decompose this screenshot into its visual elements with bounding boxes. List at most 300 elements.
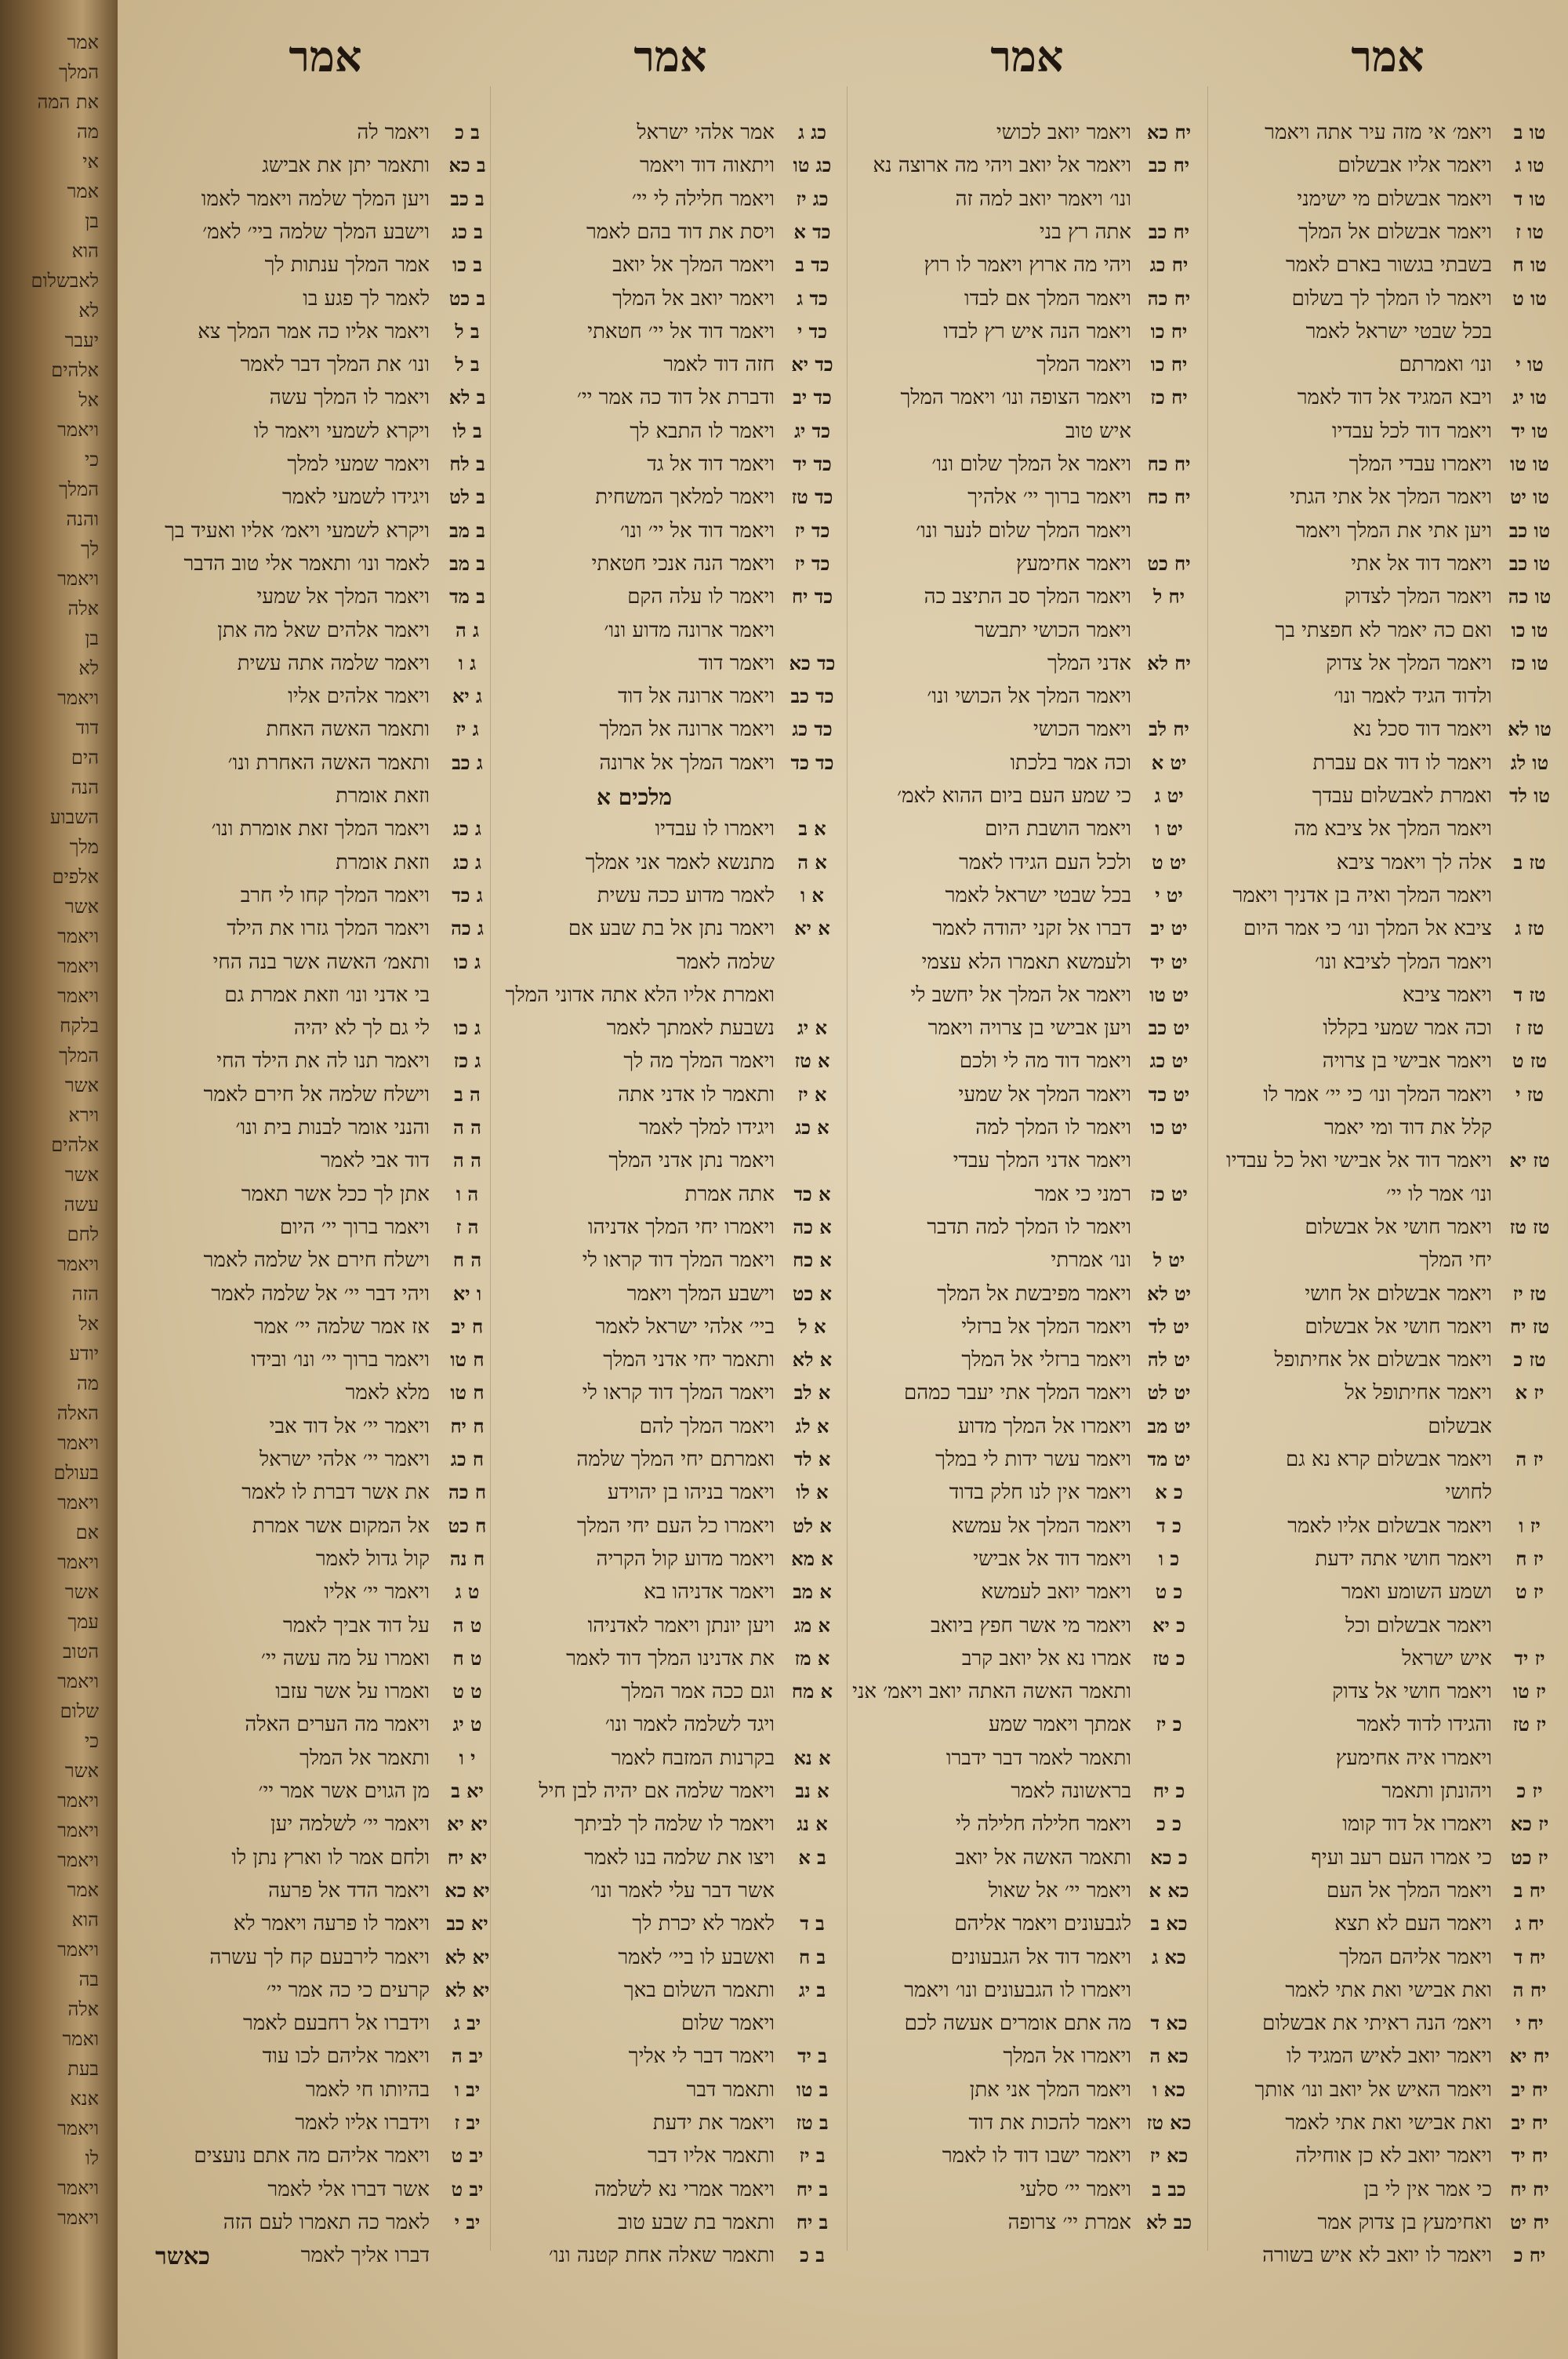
concordance-entry — [149, 284, 502, 316]
verse-reference: כא א — [1149, 1878, 1189, 1902]
entry-text: ויאמר לו יואב לא איש בשורה — [1262, 2244, 1492, 2268]
entry-text: בשבתי בגשור בארם לאמר — [1286, 253, 1492, 278]
entry-text: ויאמר לירבעם קח לך עשרה — [209, 1945, 430, 1969]
concordance-entry — [494, 1279, 847, 1311]
concordance-entry — [851, 1245, 1203, 1278]
entry-text: והגידו לדוד לאמר — [1356, 1713, 1492, 1737]
concordance-entry — [149, 2208, 502, 2240]
gutter-text-fragment: כי — [84, 1730, 99, 1752]
concordance-entry — [494, 549, 847, 581]
verse-reference: יא לא — [445, 1978, 490, 2001]
concordance-entry — [1211, 1245, 1564, 1278]
concordance-entry — [851, 350, 1203, 382]
concordance-entry — [1211, 582, 1564, 614]
entry-text: ואת אבישי ואת אתי לאמר — [1285, 2111, 1492, 2135]
concordance-entry — [851, 2208, 1203, 2240]
concordance-entry — [494, 1445, 847, 1477]
verse-reference: יח כג — [1149, 253, 1189, 277]
concordance-entry — [851, 1212, 1203, 1245]
verse-reference: א יא — [794, 917, 830, 940]
verse-reference: יח לב — [1149, 718, 1189, 741]
entry-text: בהיותו חי לאמר — [305, 2077, 430, 2102]
concordance-entry — [149, 748, 502, 780]
concordance-entry — [494, 1312, 847, 1344]
entry-text: וכה אמר בלכתו — [1010, 751, 1131, 775]
verse-reference: כד יח — [791, 585, 833, 609]
gutter-text-fragment: ויאמר — [57, 2117, 99, 2139]
concordance-entry — [149, 1544, 502, 1576]
verse-reference: ב כ — [455, 121, 480, 144]
verse-reference: ט ט — [452, 1680, 482, 1703]
gutter-text-fragment: לא — [78, 300, 99, 322]
entry-text: דברו אליך לאמר — [300, 2244, 430, 2268]
gutter-text-fragment: ויאמר — [57, 1551, 99, 1573]
entry-text: ויאמרו עבדי המלך — [1348, 453, 1492, 476]
verse-reference: א נא — [793, 1746, 831, 1769]
concordance-entry — [494, 1743, 847, 1776]
verse-reference: יט כד — [1148, 1082, 1190, 1106]
concordance-entry — [494, 1378, 847, 1410]
entry-text: ויאמר אדניהו בא — [644, 1580, 775, 1605]
verse-reference: א לט — [793, 1514, 832, 1537]
entry-text: ויאמרו אל המלך מדוע — [957, 1414, 1131, 1438]
entry-text: ותאמר האשה האתה יואב ויאמ׳ אני — [852, 1680, 1131, 1704]
concordance-entry — [851, 383, 1203, 415]
concordance-entry — [494, 1710, 847, 1742]
gutter-text-fragment: אלה — [67, 1998, 99, 2020]
gutter-text-fragment: בעולם — [53, 1462, 99, 1484]
gutter-text-fragment: אלה — [67, 598, 99, 620]
concordance-entry — [1211, 1776, 1564, 1808]
concordance-entry — [1211, 1544, 1564, 1576]
entry-text: ונו׳ אמר לו יי׳ — [1386, 1182, 1492, 1206]
verse-reference: ב טו — [796, 2077, 829, 2101]
concordance-entry — [149, 2041, 502, 2074]
verse-reference: יב ה — [451, 2045, 484, 2068]
concordance-entry — [851, 714, 1203, 747]
verse-reference: ב מב — [449, 551, 485, 575]
verse-reference: א נב — [795, 1779, 829, 1802]
verse-reference: כד טז — [791, 485, 833, 509]
verse-reference: טו יט — [1510, 485, 1549, 509]
verse-reference: יט כז — [1150, 1182, 1188, 1205]
concordance-entry — [149, 2141, 502, 2173]
gutter-text-fragment: הים — [71, 747, 99, 769]
entry-text: ויאמר אבישי בן צרויה — [1322, 1049, 1492, 1074]
gutter-text-fragment: הוא — [71, 240, 99, 262]
verse-reference: כד יב — [793, 386, 832, 409]
entry-text: ויאמר המלך ונו׳ כי יי׳ אמר לו — [1263, 1082, 1492, 1107]
entry-text: ויאמר אל יואב ויהי מה ארוצה נא — [873, 154, 1131, 178]
entry-text: אמר המלך ענתות לך — [264, 253, 430, 278]
verse-reference: טז יא — [1509, 1149, 1550, 1172]
gutter-text-fragment: אנא — [70, 2088, 99, 2110]
entry-text: לאמר כה תאמרו לעם הזה — [223, 2210, 430, 2234]
entry-text: ויהי מה ארוץ ויאמר לו רוץ — [924, 253, 1131, 278]
entry-text: ויאמר דוד אל הגבעונים — [950, 1945, 1131, 1969]
gutter-text-fragment: ויאמר — [57, 568, 99, 590]
verse-reference: יז כא — [1510, 1812, 1549, 1836]
gutter-text-fragment: הוא — [71, 1909, 99, 1931]
verse-reference: טו ח — [1512, 253, 1547, 277]
gutter-text-fragment: הטוב — [62, 1641, 99, 1663]
concordance-entry — [851, 1611, 1203, 1643]
concordance-entry — [1211, 118, 1564, 150]
verse-reference: יט יד — [1150, 950, 1188, 973]
verse-reference: יא כב — [446, 1912, 488, 1936]
verse-reference: ג כו — [453, 1016, 481, 1040]
verse-reference: א ב — [798, 817, 826, 841]
concordance-entry — [851, 781, 1203, 813]
concordance-entry — [851, 616, 1203, 648]
verse-reference: טו לא — [1508, 718, 1552, 741]
verse-reference: ב כו — [452, 253, 482, 277]
entry-text: ויאמרו אל דוד קומו — [1342, 1812, 1492, 1837]
concordance-entry — [1211, 151, 1564, 183]
entry-text: ויאמר אין לנו חלק בדוד — [949, 1481, 1131, 1505]
concordance-entry — [149, 1445, 502, 1477]
verse-reference: יז א — [1515, 1381, 1544, 1405]
concordance-entry — [851, 1378, 1203, 1410]
concordance-entry — [494, 1544, 847, 1576]
concordance-entry — [149, 1113, 502, 1145]
verse-reference: יח כז — [1150, 386, 1188, 409]
verse-reference: יט כב — [1148, 1016, 1190, 1040]
concordance-entry — [1211, 317, 1564, 349]
gutter-text-fragment: בן — [85, 627, 99, 649]
verse-reference: א מא — [791, 1547, 833, 1570]
entry-text: ויאמרו לו הגבעונים ונו׳ ויאמר — [904, 1978, 1131, 2002]
entry-text: לגבעונים ויאמר אליהם — [954, 1912, 1131, 1936]
entry-text: ויאמר את ידעת — [652, 2111, 775, 2135]
concordance-entry — [149, 2008, 502, 2041]
entry-text: וכה אמר שמעי בקללו — [1323, 1016, 1492, 1041]
entry-text: לאמר לא יכרת לך — [632, 1912, 775, 1936]
gutter-text-fragment: אי — [82, 151, 99, 173]
entry-text: ויהי דבר יי׳ אל שלמה לאמר — [211, 1281, 430, 1306]
verse-reference: טז יז — [1512, 1281, 1547, 1305]
concordance-entry — [1211, 2108, 1564, 2140]
column-2 — [851, 31, 1203, 2290]
concordance-entry — [149, 1312, 502, 1344]
entry-text: ויאמר למלאך המשחית — [595, 485, 775, 510]
entry-text: ויען המלך שלמה ויאמר לאמו — [201, 187, 430, 211]
verse-reference: ב ל — [455, 353, 480, 376]
entry-text: ויאמר המלך אתי יעבר כמהם — [903, 1381, 1131, 1405]
entry-text: ויאמר דוד אל אבישי ואל כל עבדיו — [1226, 1149, 1492, 1173]
concordance-entry — [851, 2141, 1203, 2173]
concordance-entry — [851, 1809, 1203, 1841]
entry-text: וידברו אל רחבעם לאמר — [242, 2012, 430, 2036]
verse-reference: ח טו — [450, 1381, 485, 1405]
gutter-text-fragment: אל — [78, 1313, 99, 1335]
entry-text: ויאמרו יחי המלך אדניהו — [587, 1215, 775, 1239]
concordance-entry — [851, 1113, 1203, 1145]
entry-text: ויאמר לו דוד אם עברת — [1312, 751, 1492, 775]
verse-reference: א ו — [800, 883, 824, 907]
verse-reference: א כט — [793, 1281, 832, 1305]
concordance-entry — [1211, 2208, 1564, 2240]
verse-reference: יח כב — [1148, 220, 1190, 243]
verse-reference: יח ל — [1152, 585, 1185, 609]
entry-text: ואם כה יאמר לא חפצתי בך — [1275, 618, 1492, 642]
gutter-text-fragment: עמך — [67, 1611, 99, 1633]
entry-text: ויאמר אבשלום אל המלך — [1298, 220, 1492, 244]
entry-text: ויאמר המלך אל ברזלי — [961, 1314, 1131, 1339]
verse-reference: ב לא — [448, 386, 486, 409]
entry-text: ויאמר לו התבא לך — [630, 419, 775, 443]
concordance-entry — [149, 1710, 502, 1742]
entry-text: ולעמשא תאמרו הלא עצמי — [921, 950, 1131, 974]
entry-text: ויאמר אמרי נא לשלמה — [594, 2177, 775, 2201]
concordance-entry — [851, 416, 1203, 449]
entry-text: רמני כי אמר — [1034, 1182, 1131, 1206]
entry-text: ויאמר המלך אל שמעי — [256, 585, 430, 609]
entry-text: ויאמר לו המלך לך בשלום — [1291, 286, 1492, 311]
verse-reference: א לד — [793, 1448, 831, 1470]
entry-text: ויאמר תנו לה את הילד החי — [216, 1049, 430, 1074]
entry-text: ותאמר השלום באך — [623, 1978, 775, 2002]
concordance-entry — [1211, 1644, 1564, 1676]
entry-text: ויאמר הדד אל פרעה — [268, 1878, 430, 1903]
entry-text: ויאמר אלהים שאל מה אתן — [217, 618, 430, 642]
verse-reference: ב ל — [455, 319, 480, 343]
verse-reference: יח יב — [1511, 2111, 1548, 2134]
entry-text: ולכל העם הגידו לאמר — [959, 850, 1131, 874]
verse-reference: ב א — [798, 1845, 826, 1869]
verse-reference: ב טז — [796, 2111, 829, 2134]
entry-text: ויאמר העם לא תצא — [1334, 1912, 1492, 1936]
concordance-entry — [851, 748, 1203, 780]
concordance-entry — [851, 881, 1203, 913]
verse-reference: כ ו — [1158, 1547, 1180, 1570]
concordance-entry — [494, 2108, 847, 2140]
verse-reference: א יז — [797, 1082, 827, 1106]
concordance-entry — [851, 2108, 1203, 2140]
entry-text: ויאמר דוד אל יי׳ ונו׳ — [619, 518, 775, 543]
gutter-text-fragment: ויאמר — [57, 1939, 99, 1961]
verse-reference: ב לו — [452, 419, 482, 442]
concordance-entry — [1211, 2241, 1564, 2273]
entry-text: ותאמר שאלה אחת קטנה ונו׳ — [548, 2244, 775, 2268]
verse-reference: ג כג — [453, 850, 481, 874]
concordance-entry — [851, 1046, 1203, 1078]
entry-text: וישבע המלך שלמה ביי׳ לאמ׳ — [202, 220, 430, 244]
verse-reference: יח יט — [1510, 2210, 1549, 2234]
concordance-entry — [494, 2241, 847, 2273]
entry-text: ויאמר נתן אל בת שבע אם — [568, 917, 775, 941]
entry-text: לאמר לך פגע בו — [303, 286, 430, 311]
entry-text: קלל את דוד ומי יאמר — [1324, 1116, 1492, 1140]
verse-reference: ב כא — [448, 154, 486, 177]
verse-reference: ט ח — [452, 1646, 482, 1670]
concordance-entry — [149, 1378, 502, 1410]
verse-reference: יט כו — [1150, 1116, 1188, 1139]
concordance-entry — [494, 980, 847, 1012]
entry-text: ויאמר המלך אל הכושי ונו׳ — [927, 685, 1131, 709]
entry-text: כי אמרו העם רעב ועיף — [1311, 1845, 1492, 1870]
entry-text: ואת אבישי ואת אתי לאמר — [1285, 1978, 1492, 2002]
verse-reference: א נג — [797, 1812, 828, 1836]
entry-text: והנני אומר לבנות בית ונו׳ — [235, 1116, 430, 1140]
concordance-entry — [1211, 1577, 1564, 1609]
verse-reference: ח כג — [450, 1448, 485, 1470]
gutter-text-fragment: ואמר — [62, 2028, 99, 2050]
entry-text: ותאמר אליו דבר — [648, 2144, 775, 2168]
entry-text: ויאמר חושי אתה ידעת — [1315, 1547, 1492, 1571]
concordance-entry — [494, 416, 847, 449]
concordance-entry — [851, 284, 1203, 316]
entry-text: ויאמר יואב לאיש המגיד לו — [1287, 2045, 1492, 2069]
gutter-text-fragment: לו — [85, 2147, 99, 2169]
entry-text: ויאמר אבשלום קרא נא גם — [1285, 1448, 1492, 1471]
column-1 — [1211, 31, 1564, 2290]
verse-reference: ב יז — [799, 2144, 826, 2168]
verse-reference: טו ג — [1515, 154, 1544, 177]
verse-reference: יב ז — [454, 2111, 481, 2134]
concordance-entry — [494, 1809, 847, 1841]
verse-reference: א מז — [794, 1646, 830, 1670]
concordance-entry — [494, 649, 847, 681]
entry-text: ואחימעץ בן צדוק אמר — [1317, 2210, 1492, 2234]
concordance-entry — [494, 2075, 847, 2107]
entry-text: ויאמר המלך אל יואב — [612, 253, 775, 278]
concordance-entry — [851, 449, 1203, 482]
concordance-entry — [494, 250, 847, 282]
verse-reference: טו כב — [1508, 518, 1551, 542]
entry-text: ויאמר המלך לציבא ונו׳ — [1315, 950, 1492, 974]
verse-reference: ג כב — [452, 751, 483, 774]
concordance-entry — [149, 1611, 502, 1643]
gutter-text-fragment: לאבשלום — [31, 270, 99, 292]
concordance-entry — [494, 1245, 847, 1278]
concordance-entry — [1211, 1279, 1564, 1311]
entry-text: אמרת יי׳ צרופה — [1007, 2210, 1131, 2234]
concordance-entry — [149, 1212, 502, 1245]
concordance-entry — [149, 649, 502, 681]
entry-text: ויאמ׳ אי מזה עיר אתה ויאמר — [1265, 121, 1492, 144]
concordance-entry — [851, 1577, 1203, 1609]
verse-reference: ח נה — [449, 1547, 485, 1570]
verse-reference: א טז — [794, 1049, 830, 1073]
verse-reference: א לב — [793, 1381, 831, 1405]
concordance-entry — [851, 1345, 1203, 1377]
entry-text: וישבע המלך ויאמר — [626, 1281, 775, 1306]
entry-text: בכל שבטי ישראל לאמר — [1305, 319, 1492, 343]
concordance-entry — [149, 250, 502, 282]
verse-reference: כא יז — [1149, 2144, 1189, 2168]
concordance-entry — [851, 118, 1203, 150]
verse-reference: ה ז — [456, 1215, 479, 1238]
entry-text: אשר דברו אלי לאמר — [267, 2177, 430, 2201]
entry-text: ויאמר יואב לעמשא — [981, 1580, 1131, 1605]
verse-reference: כא ו — [1152, 2077, 1185, 2101]
concordance-entry — [851, 549, 1203, 581]
verse-reference: טו ב — [1513, 121, 1546, 144]
gutter-text-fragment: אלהים — [51, 359, 99, 381]
verse-reference: יט לט — [1147, 1381, 1191, 1405]
verse-reference: יט יב — [1150, 917, 1188, 940]
gutter-text-fragment: אמר — [67, 31, 99, 53]
concordance-entry — [494, 1909, 847, 1941]
concordance-entry — [149, 848, 502, 880]
entry-text: ויאמר חלילה חלילה לי — [956, 1812, 1131, 1837]
entry-text: ויקרא לשמעי ויאמר לו — [253, 419, 430, 443]
concordance-entry — [1211, 881, 1564, 913]
verse-reference: יח ה — [1512, 1978, 1547, 2001]
entry-text: דוד אבי לאמר — [320, 1149, 430, 1173]
verse-reference: ט ג — [455, 1580, 480, 1604]
concordance-entry — [851, 848, 1203, 880]
gutter-text-fragment: הזה — [71, 1283, 99, 1305]
entry-text: ותאמר האשה אל יואב — [955, 1845, 1131, 1870]
entry-text: ויאמר דוד אל גד — [647, 453, 775, 476]
concordance-entry — [1211, 1013, 1564, 1045]
verse-reference: יט א — [1151, 751, 1187, 774]
entry-text: ויאמר דוד מה לי ולכם — [959, 1049, 1131, 1074]
concordance-entry — [851, 217, 1203, 249]
entry-text: ויאמר אליהם לכו עוד — [262, 2045, 430, 2069]
verse-reference: יט ל — [1152, 1249, 1185, 1272]
entry-text: אבשלום — [1428, 1414, 1492, 1438]
gutter-text-fragment: בלקח — [60, 1015, 99, 1037]
concordance-entry — [494, 1013, 847, 1045]
concordance-entry — [1211, 714, 1564, 747]
gutter-text-fragment: לא — [78, 657, 99, 679]
concordance-entry — [1211, 1843, 1564, 1875]
verse-reference: כ יא — [1152, 1613, 1185, 1637]
verse-reference: יח כא — [1147, 121, 1191, 144]
column-3 — [494, 31, 847, 2290]
concordance-entry — [149, 582, 502, 614]
verse-reference: יז ט — [1515, 1580, 1544, 1604]
concordance-entry — [1211, 848, 1564, 880]
verse-reference: כב לא — [1145, 2210, 1192, 2234]
entry-text: על דוד אביך לאמר — [282, 1613, 430, 1637]
gutter-text-fragment: אל — [78, 389, 99, 411]
verse-reference: כד כב — [790, 685, 834, 708]
verse-reference: טז ג — [1515, 917, 1544, 940]
concordance-entry — [149, 1743, 502, 1776]
verse-reference: ג ו — [458, 651, 477, 674]
entry-text: ויאמר ארונה אל המלך — [599, 718, 775, 742]
entry-text: ונו׳ את המלך דבר לאמר — [240, 353, 430, 377]
entry-text: ויאמר המלך להם — [639, 1414, 775, 1438]
verse-reference: יט לא — [1147, 1281, 1191, 1305]
concordance-entry — [1211, 914, 1564, 946]
concordance-entry — [851, 1279, 1203, 1311]
entry-text: ונו׳ אמרתי — [1051, 1249, 1131, 1273]
concordance-entry — [149, 682, 502, 714]
concordance-entry — [851, 1743, 1203, 1776]
concordance-entry — [851, 1876, 1203, 1908]
concordance-entry — [149, 1943, 502, 1975]
concordance-entry — [1211, 682, 1564, 714]
entry-text: אתה רץ בני — [1039, 220, 1131, 244]
verse-reference: טו לד — [1509, 784, 1550, 807]
entry-text: ויאמר המלך שלום לנער ונו׳ — [916, 518, 1131, 543]
entry-text: וישלח שלמה אל חירם לאמר — [203, 1082, 430, 1107]
entry-text: ויאמר דוד סכל נא — [1352, 718, 1492, 742]
verse-reference: א מב — [793, 1580, 832, 1604]
entry-text: ויאמר לו פרעה ויאמר לא — [233, 1912, 430, 1936]
concordance-entry — [149, 151, 502, 183]
entry-text: ויאמר ישבו דוד לו לאמר — [942, 2144, 1131, 2168]
concordance-entry — [494, 217, 847, 249]
concordance-entry — [1211, 2075, 1564, 2107]
entry-text: ויגידו למלך לאמר — [638, 1116, 775, 1140]
verse-reference: טז ז — [1515, 1016, 1544, 1040]
